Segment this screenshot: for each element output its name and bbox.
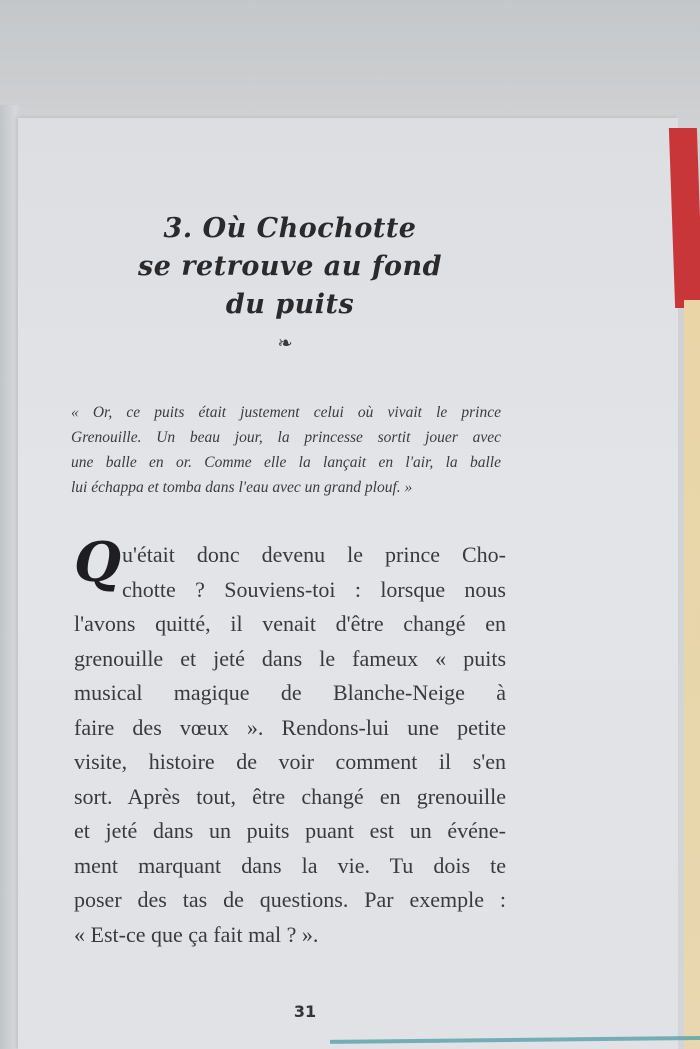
body-line: sort. Après tout, être changé en grenouille [74,783,506,809]
body-line: l'avons quitté, il venait d'être changé en [74,611,506,636]
book-cover-red-edge [669,128,700,308]
epigraph-line: lui échappa et tomba dans l'eau avec un grand plouf. » [71,479,413,496]
epigraph-line: une balle en or. Comme elle la lançait en l'air, la balle [71,454,501,471]
body-line: visite, histoire de voir comment il s'en [74,749,506,774]
body-line: et jeté dans un puits puant est un événe- [74,818,506,843]
body-paragraph [74,530,506,952]
book-cover-cream-edge [684,300,700,1049]
body-line: grenouille et jeté dans le fameux « puits [74,645,506,671]
chapter-title-line: du puits [225,289,355,320]
chapter-title-line: se retrouve au fond [138,251,442,282]
body-line: poser des tas de questions. Par exemple : [74,887,506,912]
epigraph-line: Grenouille. Un beau jour, la princesse sortit jouer avec [71,429,501,446]
body-line: faire des vœux ». Rendons-lui une petite [74,714,506,740]
body-line: musical magique de Blanche-Neige à [74,680,506,705]
body-line: u'était donc devenu le prince Cho- [122,542,506,567]
epigraph-line: « Or, ce puits était justement celui où vivait le prince [71,404,501,421]
chapter-title [100,210,480,324]
body-line: chotte ? Souviens-toi : lorsque nous [122,576,506,602]
body-line: ment marquant dans la vie. Tu dois te [74,852,506,878]
page-number: 31 [293,1002,317,1021]
body-line: « Est-ce que ça fait mal ? ». [74,921,319,947]
drop-cap: Q [74,530,122,594]
chapter-title-line: 3. Où Chochotte [163,213,417,244]
epigraph-quote [71,400,501,500]
fleuron-ornament-icon: ❧ [277,333,293,354]
